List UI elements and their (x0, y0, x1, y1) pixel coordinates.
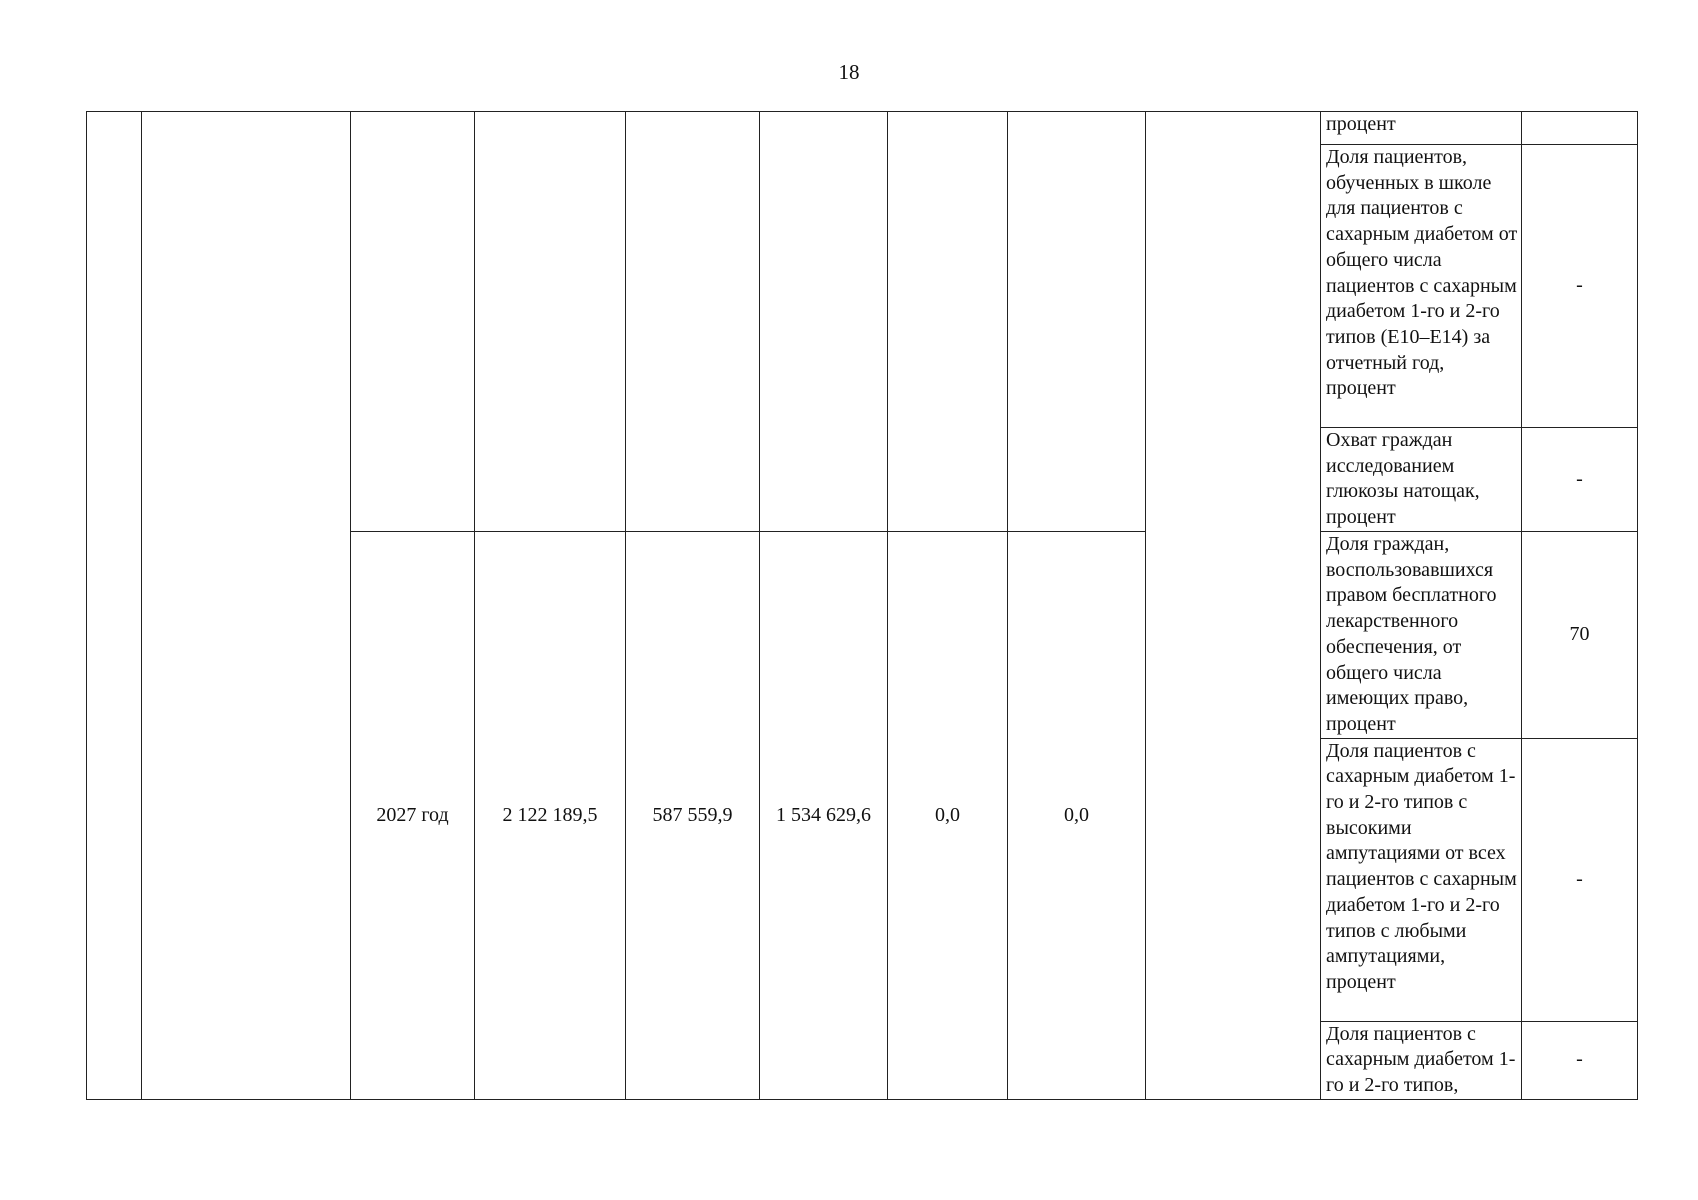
indicator-name: Доля пациентов, обученных в школе для пациентов с сахарным диабетом от общего числа пациентов с сахарным диабетом 1-го и 2-го типов (Е10–Е14) за отчетный год, процент (1321, 145, 1522, 428)
indicator-value: - (1522, 738, 1638, 1021)
cell-total-prev (475, 112, 626, 532)
cell-number (87, 112, 142, 1100)
indicator-value: 70 (1522, 532, 1638, 739)
cell-col-a-prev (626, 112, 760, 532)
indicator-name: Охват граждан исследованием глюкозы натощак, процент (1321, 428, 1522, 532)
indicator-name: процент (1321, 112, 1522, 145)
indicator-name: Доля пациентов с сахарным диабетом 1-го и 2-го типов с высокими ампутациями от всех пациентов с сахарным диабетом 1-го и 2-го типов с любыми ампутациями, процент (1321, 738, 1522, 1021)
cell-col-a: 587 559,9 (626, 532, 760, 1100)
cell-col-d-prev (1008, 112, 1146, 532)
cell-col-b-prev (760, 112, 888, 532)
indicator-name: Доля пациентов с сахарным диабетом 1-го и 2-го типов, (1321, 1021, 1522, 1099)
indicator-value (1522, 112, 1638, 145)
cell-col-c: 0,0 (888, 532, 1008, 1100)
cell-col-c-prev (888, 112, 1008, 532)
program-table (86, 111, 1638, 1100)
indicator-value: - (1522, 428, 1638, 532)
cell-total: 2 122 189,5 (475, 532, 626, 1100)
table-row (87, 112, 1638, 145)
indicator-value: - (1522, 145, 1638, 428)
indicator-value: - (1522, 1021, 1638, 1099)
cell-year-prev (351, 112, 475, 532)
indicator-name: Доля граждан, воспользовавшихся правом бесплатного лекарственного обеспечения, от общего числа имеющих право, процент (1321, 532, 1522, 739)
cell-executor (1146, 112, 1321, 1100)
page-number: 18 (838, 60, 860, 84)
cell-col-b: 1 534 629,6 (760, 532, 888, 1100)
cell-year: 2027 год (351, 532, 475, 1100)
cell-measure-name (142, 112, 351, 1100)
cell-col-d: 0,0 (1008, 532, 1146, 1100)
